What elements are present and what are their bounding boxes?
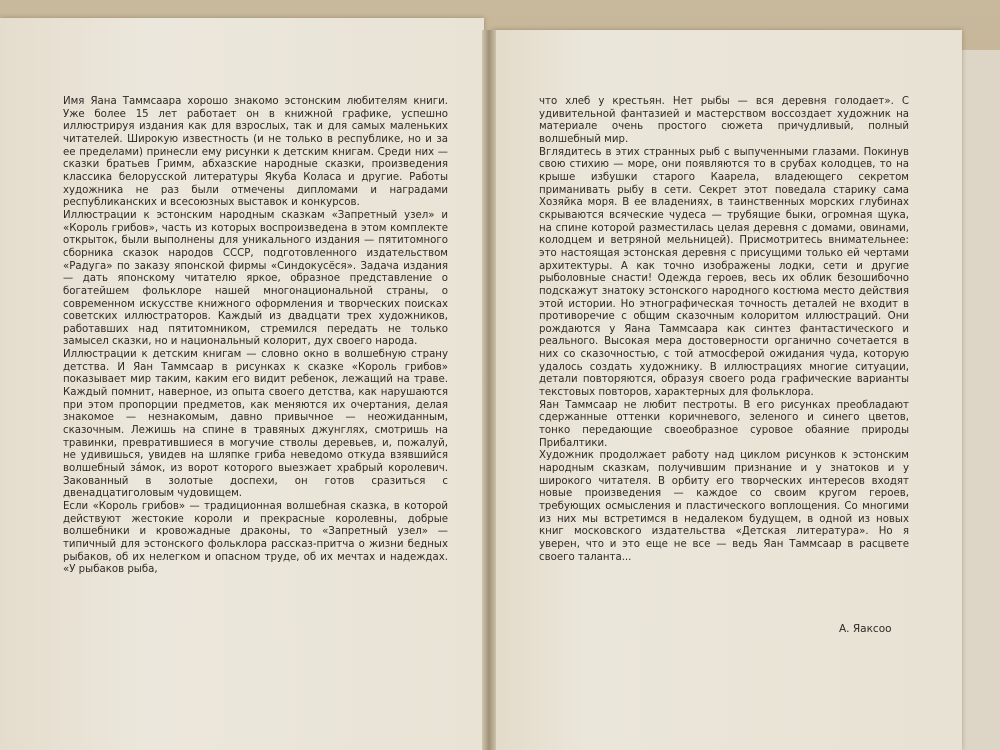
- left-paragraph-1: Имя Яана Таммсаара хорошо знакомо эстонским любителям книги. Уже более 15 лет работает он в книжной графике, успешно иллюстрируя издания как для взрослых, так и для самых маленьких читателей. Широкую известность (и не только в республике, но и за ее пределами) принесли ему рисунки к детским книгам. Среди них — сказки братьев Гримм, абхазские народные сказки, произведения классика белорусской литературы Якуба Коласа и другие. Работы художника не раз были отмечены дипломами и наградами республиканских и всесоюзных выставок и конкурсов.: [63, 96, 448, 209]
- left-text-column: [63, 96, 448, 577]
- page-fold: [482, 30, 496, 750]
- right-paragraph-3: Яан Таммсаар не любит пестроты. В его рисунках преобладают сдержанные оттенки коричневого, зеленого и синего цветов, тонко передающие своеобразное суровое обаяние природы Прибалтики.: [539, 399, 909, 449]
- right-text-column: [539, 96, 909, 564]
- author-signature: А. Яаксоо: [839, 623, 892, 635]
- left-paragraph-3: Иллюстрации к детским книгам — словно окно в волшебную страну детства. И Яан Таммсаар в рисунках к сказке «Король грибов» показывает мир таким, каким его видит ребенок, лежащий на траве. Каждый помнит, наверное, из опыта своего детства, как нарушаются при этом пропорции предметов, как меняются их очертания, делая знакомое — незнакомым, давно привычное — неожиданным, сказочным. Лежишь на спине в травяных джунглях, смотришь на травинки, превратившиеся в могучие стволы деревьев, и, пожалуй, не удивишься, увидев на шляпке гриба неведомо откуда взявшийся волшебный зáмок, из ворот которого выезжает храбрый королевич. Закованный в золотые доспехи, он готов сразиться с двенадцатиголовым чудовищем.: [63, 349, 448, 500]
- right-paragraph-4: Художник продолжает работу над циклом рисунков к эстонским народным сказкам, получившим признание и у знатоков и у широкого читателя. В орбиту его творческих интересов входят новые произведения — каждое со своим кругом героев, требующих осмысления и пластического воплощения. Со многими из них мы встретимся в недалеком будущем, в одной из новых книг московского издательства «Детская литература». Но я уверен, что и это еще не все — ведь Яан Таммсаар в расцвете своего таланта...: [539, 450, 909, 563]
- right-paragraph-2: Вглядитесь в этих странных рыб с выпученными глазами. Покинув свою стихию — море, они появляются то в срубах колодцев, то на крыше избушки старого Каарела, владеющего секретом приманивать рыбу в сети. Секрет этот поведала старику сама Хозяйка моря. В ее владениях, в таинственных морских глубинах скрываются всяческие чудеса — трубящие быки, огромная щука, на спине которой разместилась целая деревня с домами, овинами, колодцем и ветряной мельницей). Присмотритесь внимательнее: это настоящая эстонская деревня с присущими только ей чертами архитектуры. А как точно изображены лодки, сети и другие рыболовные снасти! Одежда героев, весь их облик безошибочно подскажут знатоку эстонского народного костюма место действия этой истории. Но этнографическая точность деталей не входит в противоречие с общим сказочным колоритом иллюстраций. Они рождаются у Яана Таммсаара как синтез фантастического и реального. Высокая мера достоверности органично сочетается в них со сказочностью, с той атмосферой ожидания чуда, которую удалось создать художнику. В иллюстрациях многие ситуации, детали повторяются, образуя своего рода графические варианты текстовых повторов, характерных для фольклора.: [539, 146, 909, 399]
- right-paragraph-1: что хлеб у крестьян. Нет рыбы — вся деревня голодает». С удивительной фантазией и мастерством воссоздает художник на материале очень простого сюжета причудливый, полный волшебный мир.: [539, 96, 909, 145]
- left-paragraph-2: Иллюстрации к эстонским народным сказкам «Запретный узел» и «Король грибов», часть из которых воспроизведена в этом комплекте открыток, были выполнены для уникального издания — пятитомного сборника сказок народов СССР, подготовленного издательством «Радуга» по заказу японской фирмы «Синдокусёся». Задача издания — дать японскому читателю яркое, образное представление о богатейшем фольклоре нашей многонациональной страны, о современном искусстве книжного оформления и творческих поисках советских иллюстраторов. Каждый из двадцати трех художников, работавших над пятитомником, стремился передать не только замысел сказки, но и национальный колорит, дух своего народа.: [63, 209, 448, 348]
- left-paragraph-4: Если «Король грибов» — традиционная волшебная сказка, в которой действуют жестокие короли и прекрасные королевны, добрые волшебники и кровожадные драконы, то «Запретный узел» — типичный для эстонского фольклора рассказ-притча о жизни бедных рыбаков, об их нелегком и опасном труде, об их мечтах и надеждах. «У рыбаков рыба,: [63, 501, 448, 576]
